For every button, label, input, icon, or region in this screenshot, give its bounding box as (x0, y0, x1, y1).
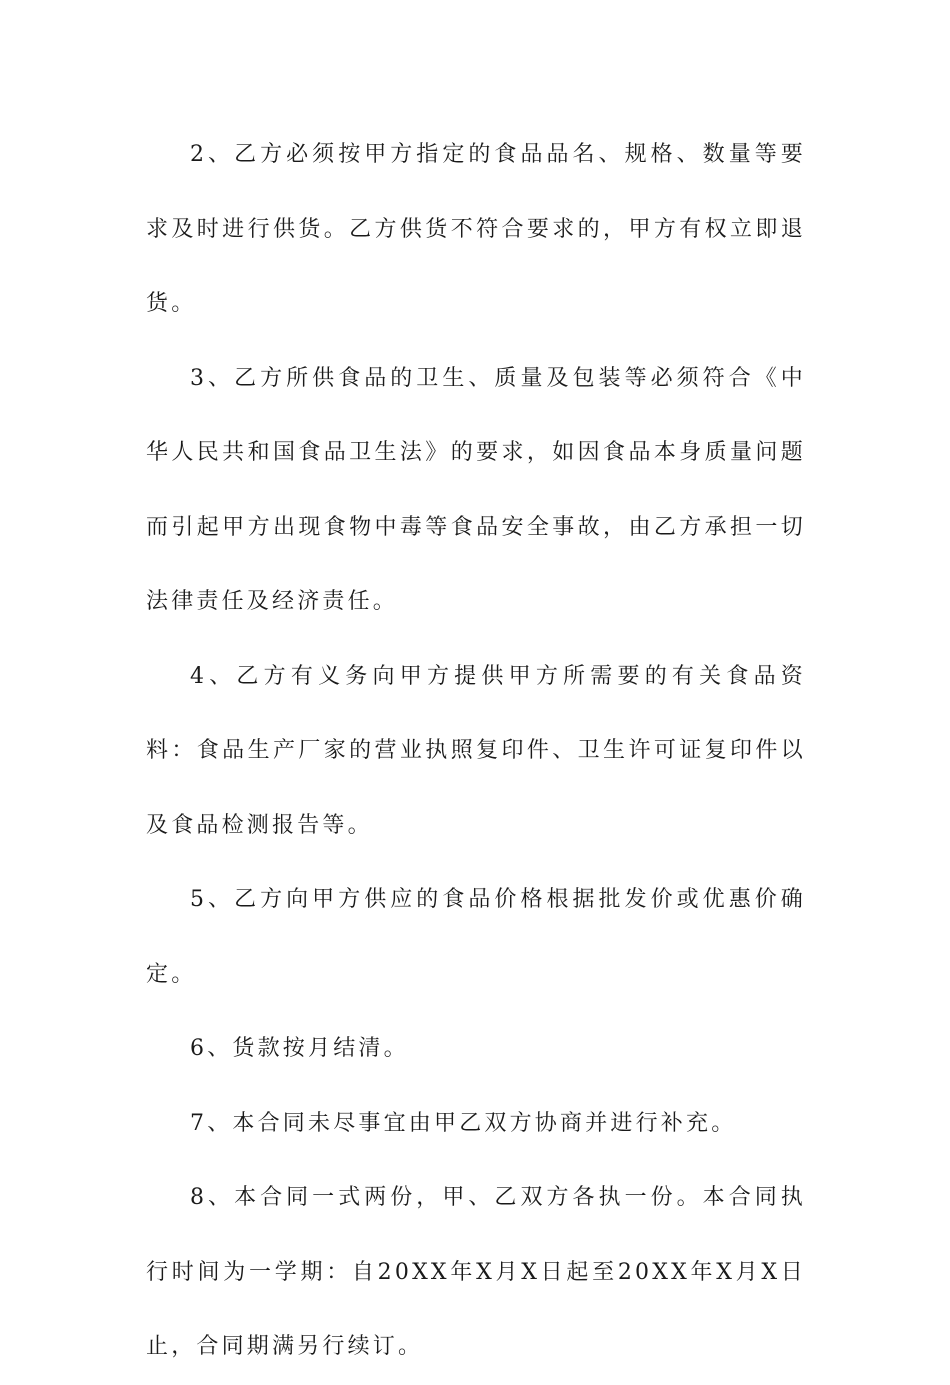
clause-3: 3、乙方所供食品的卫生、质量及包装等必须符合《中华人民共和国食品卫生法》的要求，如因食品本身质量问题而引起甲方出现食物中毒等食品安全事故，由乙方承担一切法律责任及经济责任。 (146, 365, 806, 614)
clause-2: 2、乙方必须按甲方指定的食品品名、规格、数量等要求及时进行供货。乙方供货不符合要求的，甲方有权立即退货。 (146, 142, 806, 316)
clause-6: 6、货款按月结清。 (190, 1036, 409, 1061)
clause-5: 5、乙方向甲方供应的食品价格根据批发价或优惠价确定。 (146, 887, 806, 987)
clause-8: 8、本合同一式两份，甲、乙双方各执一份。本合同执行时间为一学期：自20XX年X月X日起至20XX年X月X日止，合同期满另行续订。 (146, 1185, 806, 1359)
clause-4: 4、乙方有义务向甲方提供甲方所需要的有关食品资料：食品生产厂家的营业执照复印件、卫生许可证复印件以及食品检测报告等。 (146, 663, 806, 838)
clause-7: 7、本合同未尽事宜由甲乙双方协商并进行补充。 (190, 1110, 737, 1136)
document-page (146, 118, 806, 1385)
